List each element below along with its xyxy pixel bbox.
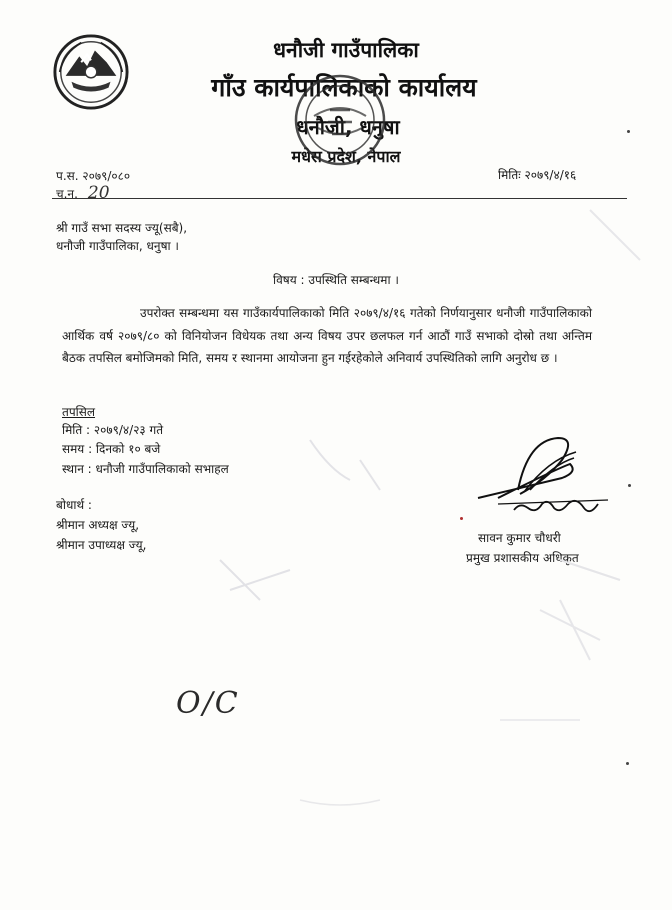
speck-mark [628,484,631,487]
letter-date: मितिः २०७९/४/१६ [498,168,577,182]
office-name: गाँउ कार्यपालिकाको कार्यालय [211,73,477,102]
letter-reference-number: प.स. २०७९/०८० [56,169,131,183]
addressee-line-1: श्री गाउँ सभा सदस्य ज्यू(सबै), [56,221,188,235]
dispatch-number-value: 20 [87,183,110,203]
addressee-line-2: धनौजी गाउँपालिका, धनुषा । [56,239,179,253]
office-location: धनौजी, धनुषा [296,115,400,139]
speck-mark [627,130,630,133]
signatory-title: प्रमुख प्रशासकीय अधिकृत [466,551,579,565]
cc-heading: बोधार्थ : [56,498,92,512]
municipality-name: धनौजी गाउँपालिका [273,38,419,62]
province-line: मधेस प्रदेश, नेपाल [291,147,401,166]
meeting-date: मिति : २०७९/४/२३ गते [62,423,164,437]
details-heading: तपसिल [62,405,96,419]
dispatch-number-label: च.न. [56,187,78,201]
cc-recipient-2: श्रीमान उपाध्यक्ष ज्यू, [56,538,147,552]
letter-subject: विषय : उपस्थिति सम्बन्धमा । [273,273,399,287]
handwritten-note: O/C [176,686,240,721]
signatory-name: सावन कुमार चौधरी [478,531,561,545]
cc-recipient-1: श्रीमान अध्यक्ष ज्यू, [56,518,140,532]
speck-mark [460,517,463,520]
speck-mark [626,762,629,765]
meeting-venue: स्थान : धनौजी गाउँपालिकाको सभाहल [62,462,229,476]
letter-body: उपरोक्त सम्बन्धमा यस गाउँकार्यपालिकाको मिति २०७९/४/१६ गतेको निर्णयानुसार धनौजी गाउँपालिकाको आर्थिक वर्ष २०७९/८० को विनियोजन विधेयक तथा अन्य विषय उपर छलफल गर्न आठौं गाउँ सभाको दोस्रो तथा अन्तिम बैठक तपसिल बमोजिमको मिति, समय र स्थानमा आयोजना हुन गईरहेकोले अनिवार्य उपस्थितिको लागि अनुरोध छ । [62,306,592,365]
meeting-time: समय : दिनको १० बजे [62,442,161,456]
